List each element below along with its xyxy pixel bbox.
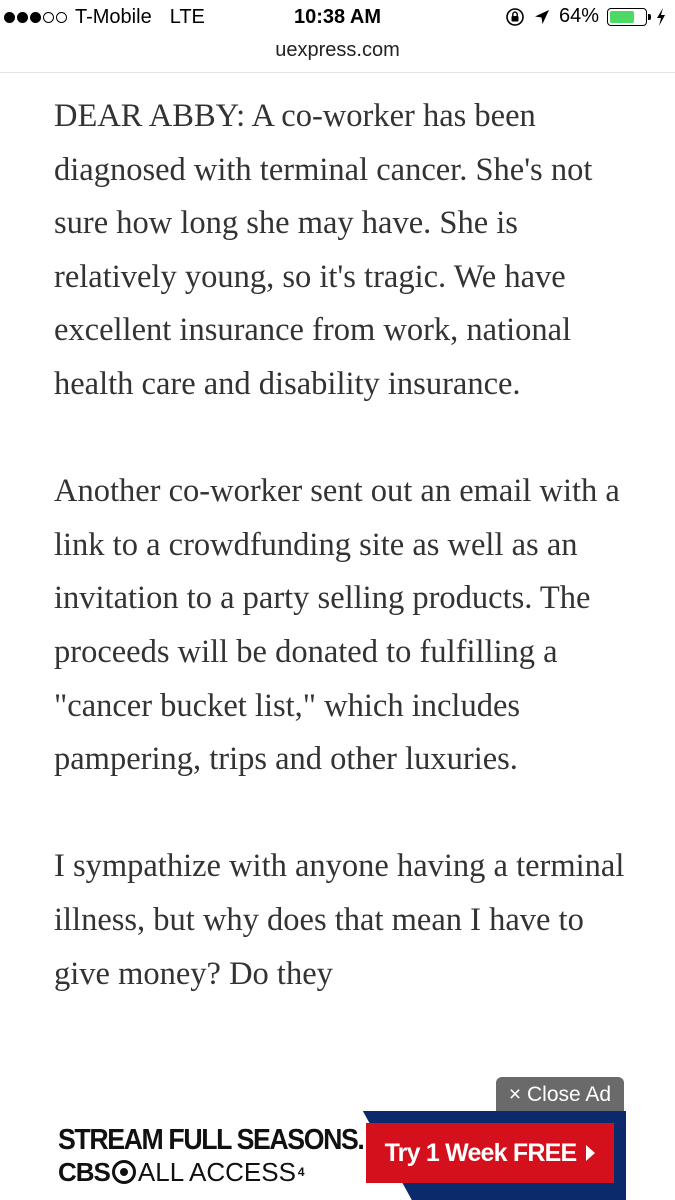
ad-brand-cbs: CBS xyxy=(58,1157,110,1187)
battery-fill xyxy=(610,11,634,23)
ad-cta-label: Try 1 Week FREE xyxy=(384,1138,577,1167)
status-right xyxy=(505,5,667,28)
status-time: 10:38 AM xyxy=(293,6,382,28)
ad-cta-button[interactable] xyxy=(366,1123,614,1183)
network-type: LTE xyxy=(169,6,205,28)
ad-brand-logo xyxy=(58,1157,358,1187)
orientation-lock-icon xyxy=(505,7,525,27)
url-domain: uexpress.com xyxy=(275,39,400,61)
location-arrow-icon xyxy=(533,8,551,26)
ad-banner[interactable] xyxy=(50,1111,626,1200)
article-paragraph: Another co-worker sent out an email with a link to a crowdfunding site as well as an invitation to a party selling products. The proceeds will be donated to fulfilling a "cancer bucket list," which includes pampering, trips and other luxuries. xyxy=(54,473,620,778)
battery-icon xyxy=(607,8,647,26)
article-paragraph: DEAR ABBY: A co-worker has been diagnosed with terminal cancer. She's not sure how long she may have. She is relatively young, so it's tragic. We have excellent insurance from work, national health care and disability insurance. xyxy=(54,98,593,402)
ad-brand-all-access: ALL ACCESS xyxy=(137,1157,296,1187)
article-body xyxy=(54,90,629,1110)
ad-brand-superscript: 4 xyxy=(297,1165,304,1179)
carrier-name: T-Mobile xyxy=(75,6,152,28)
charging-bolt-icon xyxy=(655,7,667,27)
ad-text-block xyxy=(58,1123,364,1187)
address-bar[interactable] xyxy=(0,36,675,73)
battery-percent: 64% xyxy=(558,5,599,27)
close-ad-button[interactable]: × Close Ad xyxy=(496,1077,624,1113)
article-paragraph: I sympathize with anyone having a terminal illness, but why does that mean I have to give money? Do they xyxy=(54,848,625,992)
status-bar xyxy=(0,0,675,36)
chevron-right-icon xyxy=(586,1145,595,1161)
cbs-eye-icon xyxy=(112,1160,136,1184)
ad-headline: STREAM FULL SEASONS. xyxy=(58,1124,364,1156)
